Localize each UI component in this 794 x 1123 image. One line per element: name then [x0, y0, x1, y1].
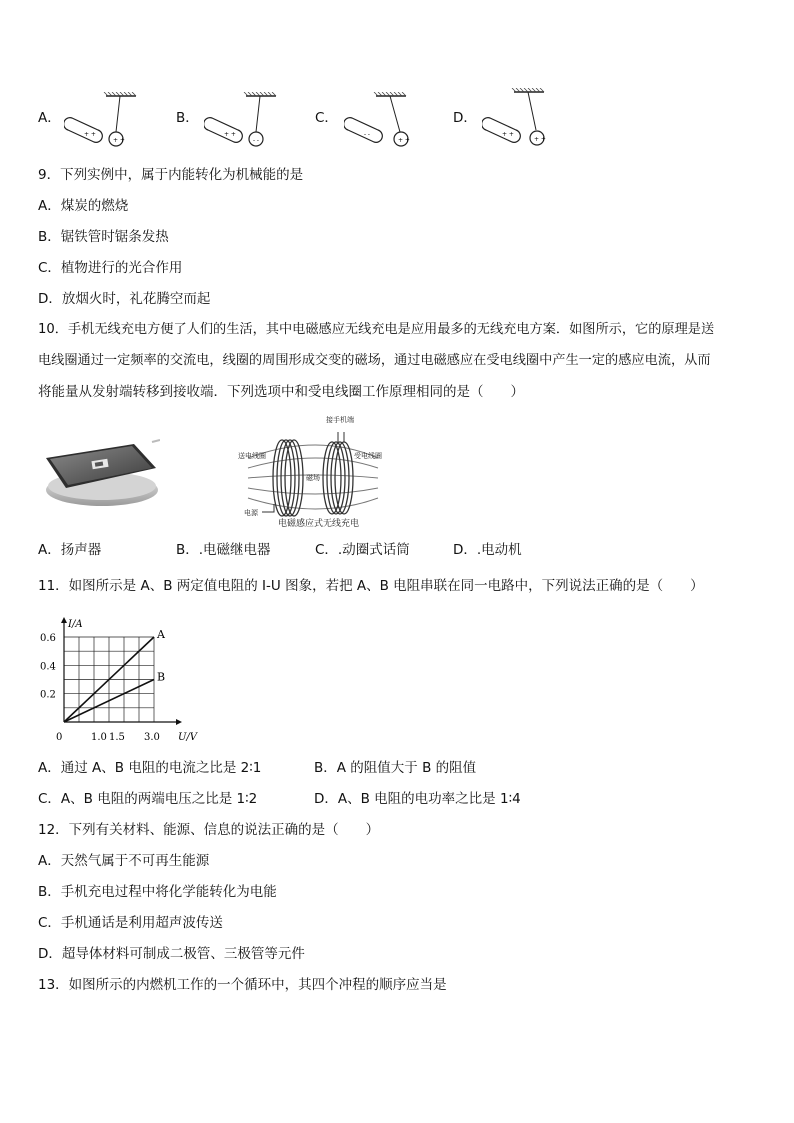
q8-figure-c: [344, 92, 434, 152]
q9-option-c: C．植物进行的光合作用: [38, 260, 183, 276]
coil-label-send: 送电线圈: [238, 452, 266, 460]
q10-stem-line2: 电线圈通过一定频率的交流电，线圈的周围形成交变的磁场，通过电磁感应在受电线圈中产生一定的感应电流，从而: [38, 353, 711, 368]
q12-option-d: D．超导体材料可制成二极管、三极管等元件: [38, 946, 305, 962]
q11-option-c: C．A、B 电阻的两端电压之比是 1∶2: [38, 791, 258, 807]
q8-option-c-label: C．: [315, 110, 338, 126]
q9-option-a: A．煤炭的燃烧: [38, 198, 129, 214]
q8-figure-b: [204, 92, 294, 152]
iu-chart: [38, 612, 198, 746]
svg-text:+ +: + +: [224, 131, 236, 138]
q8-option-a-label: A．: [38, 110, 61, 126]
svg-text:- -: - -: [364, 131, 370, 138]
coil-label-phone: 接手机端: [326, 416, 354, 424]
q10-stem-line1: 10．手机无线充电方便了人们的生活，其中电磁感应无线充电是应用最多的无线充电方案．如图所示，它的原理是送: [38, 322, 715, 337]
q8-figure-d: [482, 88, 572, 152]
series-label-b: B: [157, 670, 166, 684]
q12-option-c: C．手机通话是利用超声波传送: [38, 915, 223, 931]
q10-option-d: D．.电动机: [453, 542, 522, 558]
q10-option-a: A．扬声器: [38, 542, 102, 558]
q11-option-a: A．通过 A、B 电阻的电流之比是 2∶1: [38, 760, 262, 776]
q11-stem: 11．如图所示是 A、B 两定值电阻的 I-U 图象，若把 A、B 电阻串联在同一电路中，下列说法正确的是（ ）: [38, 578, 704, 594]
y-tick-label: 0.6: [40, 633, 56, 644]
coil-label-field: 磁场: [306, 474, 320, 482]
q11-option-b: B．A 的阻值大于 B 的阻值: [314, 760, 477, 776]
q12-stem: 12．下列有关材料、能源、信息的说法正确的是（ ）: [38, 822, 380, 838]
q10-option-c: C．.动圈式话筒: [315, 542, 410, 558]
x-tick-label: 1.0: [91, 732, 107, 743]
q12-option-a: A．天然气属于不可再生能源: [38, 853, 210, 869]
y-tick-label: 0.2: [40, 689, 56, 701]
q9-stem: 9．下列实例中，属于内能转化为机械能的是: [38, 167, 304, 183]
q10-option-b: B．.电磁继电器: [176, 542, 271, 558]
x-axis-arrow: [176, 719, 182, 725]
q8-option-b-label: B．: [176, 110, 199, 126]
svg-text:+ +: + +: [84, 131, 96, 138]
series-label-a: A: [157, 628, 165, 641]
y-axis-label: I/A: [68, 619, 83, 630]
svg-text:+ +: + +: [398, 137, 410, 144]
x-tick-label: 1.5: [109, 732, 125, 743]
q10-stem-line3: 将能量从发射端转移到接收端．下列选项中和受电线圈工作原理相同的是（ ）: [38, 384, 524, 400]
svg-text:- -: - -: [253, 137, 259, 144]
q8-figure-a: [64, 92, 154, 152]
coil-diagram: [238, 412, 388, 530]
svg-text:+ +: + +: [534, 136, 546, 143]
wireless-charger-photo: [40, 438, 160, 510]
q12-option-b: B．手机充电过程中将化学能转化为电能: [38, 884, 277, 900]
x-tick-label: 0: [56, 732, 63, 743]
svg-text:+ +: + +: [113, 137, 125, 144]
q9-option-d: D．放烟火时，礼花腾空而起: [38, 291, 211, 307]
y-axis-arrow: [61, 617, 67, 623]
coil-label-source: 电源: [244, 509, 258, 517]
coil-label-receive: 受电线圈: [354, 452, 382, 460]
y-tick-label: 0.4: [40, 661, 56, 673]
x-tick-label: 3.0: [144, 732, 160, 743]
q8-option-d-label: D．: [453, 110, 477, 126]
svg-text:+ +: + +: [502, 131, 514, 138]
q11-option-d: D．A、B 电阻的电功率之比是 1∶4: [314, 791, 521, 807]
coil-caption: 电磁感应式无线充电: [278, 519, 360, 529]
x-axis-label: U/V: [178, 732, 198, 743]
q9-option-b: B．锯铁管时锯条发热: [38, 229, 169, 245]
q13-stem: 13．如图所示的内燃机工作的一个循环中，其四个冲程的顺序应当是: [38, 977, 447, 993]
